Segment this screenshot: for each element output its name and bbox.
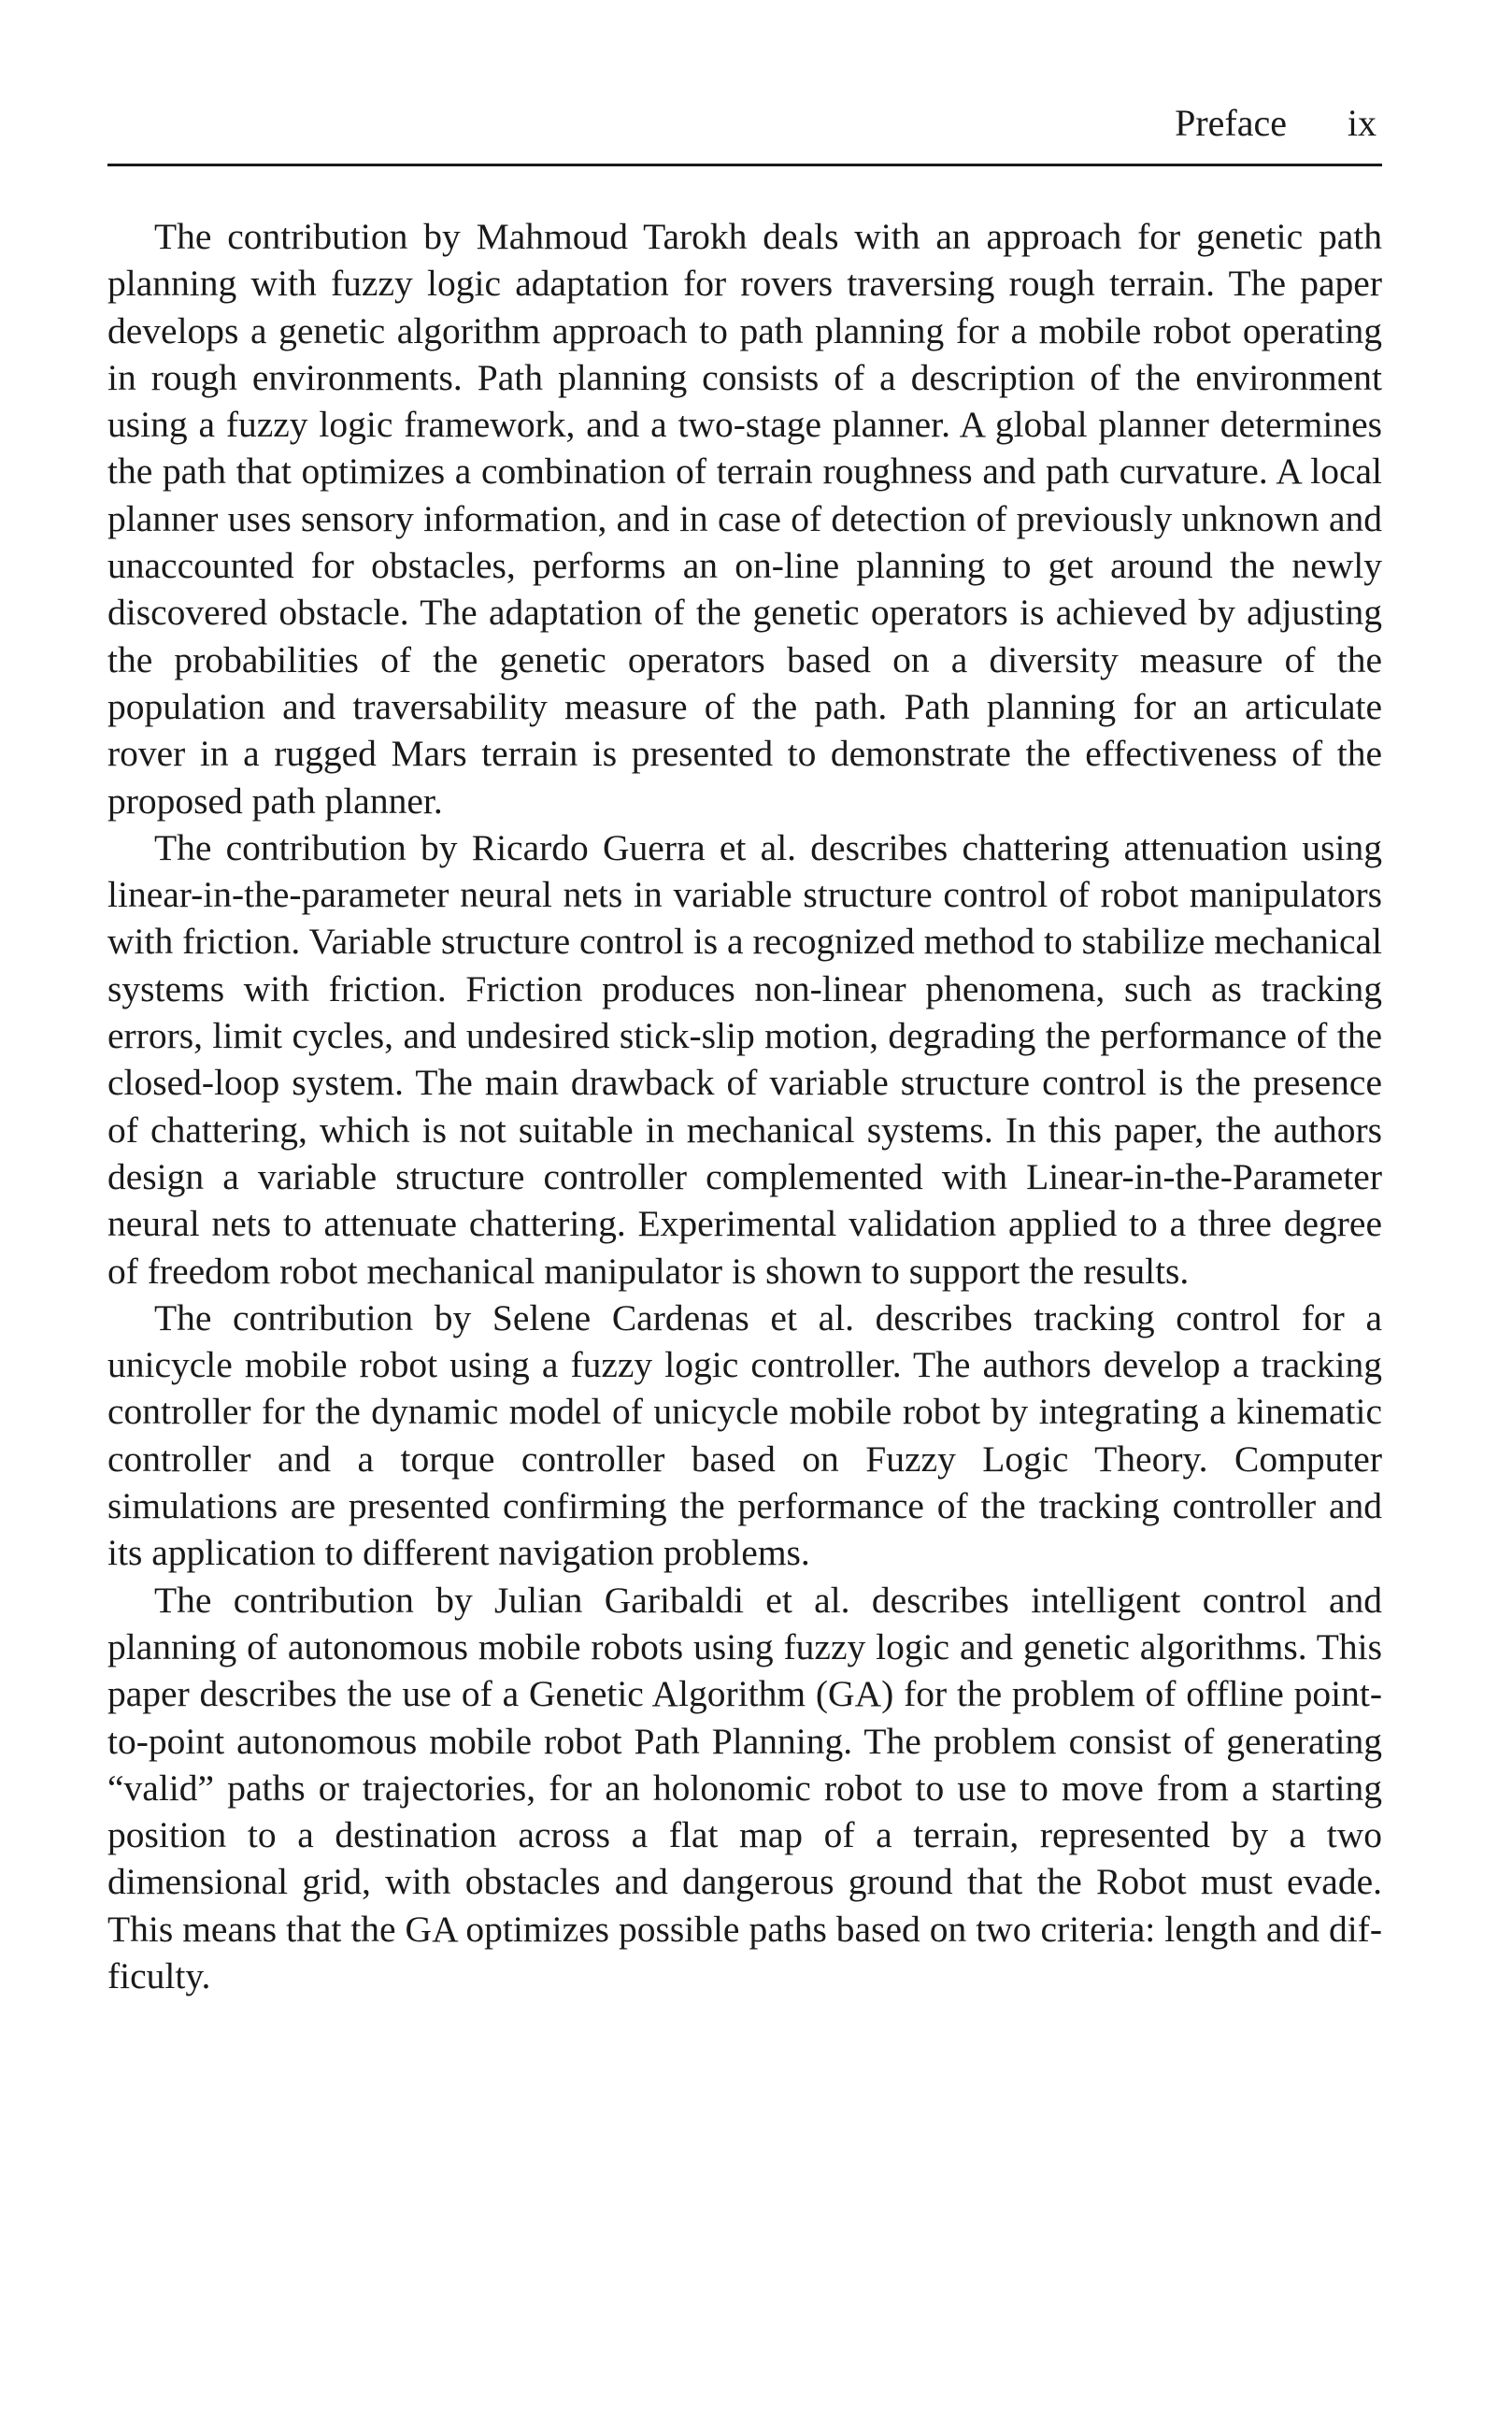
paragraph-garibaldi: The contribution by Julian Garibaldi et al. describes intelligent control and planning of autonomous mobile robots using fuzzy logic and genetic algorithms. This paper describes the use of a Genetic Algorithm (GA) for the problem of offline point-to-point autonomous mobile robot Path Planning. The problem consist of generating “valid” paths or trajectories, for an holonomic robot to use to move from a starting position to a destination across a flat map of a terrain, represented by a two dimensional grid, with obstacles and dangerous ground that the Robot must evade. This means that the GA optimizes possible paths based on two criteria: length and difficulty.: [107, 1579, 1382, 1996]
running-head-title: Preface: [1175, 102, 1287, 144]
paragraph-tarokh: The contribution by Mahmoud Tarokh deals with an approach for genetic path planning with fuzzy logic adaptation for rovers traversing rough terrain. The paper develops a genetic algorithm approach to path planning for a mobile robot operating in rough environments. Path planning consists of a description of the environment using a fuzzy logic framework, and a two-stage planner. A global planner determines the path that optimizes a combination of terrain roughness and path curvature. A local planner uses sensory information, and in case of detection of previously unknown and unaccounted for obstacles, performs an on-line planning to get around the newly discovered obstacle. The adaptation of the genetic operators is achieved by adjusting the probabilities of the genetic operators based on a diversity measure of the population and traversability measure of the path. Path planning for an articulate rover in a rugged Mars terrain is presented to demonstrate the effectiveness of the proposed path planner.: [107, 216, 1382, 822]
paragraph-guerra: The contribution by Ricardo Guerra et al. describes chattering attenuation using linear-in-the-parameter neural nets in variable structure control of robot manipulators with friction. Variable structure control is a recognized method to stabilize mechanical systems with friction. Friction produces non-linear phenomena, such as tracking errors, limit cycles, and undesired stick-slip motion, degrading the performance of the closed-loop system. The main drawback of variable structure control is the presence of chattering, which is not suitable in mechanical systems. In this paper, the authors design a variable structure controller complemented with Linear-in-the-Parameter neural nets to attenuate chattering. Experimental validation applied to a three degree of freedom robot mechanical manipulator is shown to support the results.: [107, 826, 1382, 1292]
page-number: ix: [1347, 102, 1376, 144]
paragraph-cardenas: The contribution by Selene Cardenas et al. describes tracking control for a unicycle mobile robot using a fuzzy logic controller. The authors develop a tracking controller for the dynamic model of unicycle mobile robot by integrating a kinematic controller and a torque controller based on Fuzzy Logic Theory. Computer simulations are presented confirming the performance of the tracking controller and its application to different navigation problems.: [107, 1296, 1382, 1574]
running-head: [107, 93, 1382, 166]
book-page: [107, 93, 1382, 1999]
body-text: [107, 213, 1382, 1999]
